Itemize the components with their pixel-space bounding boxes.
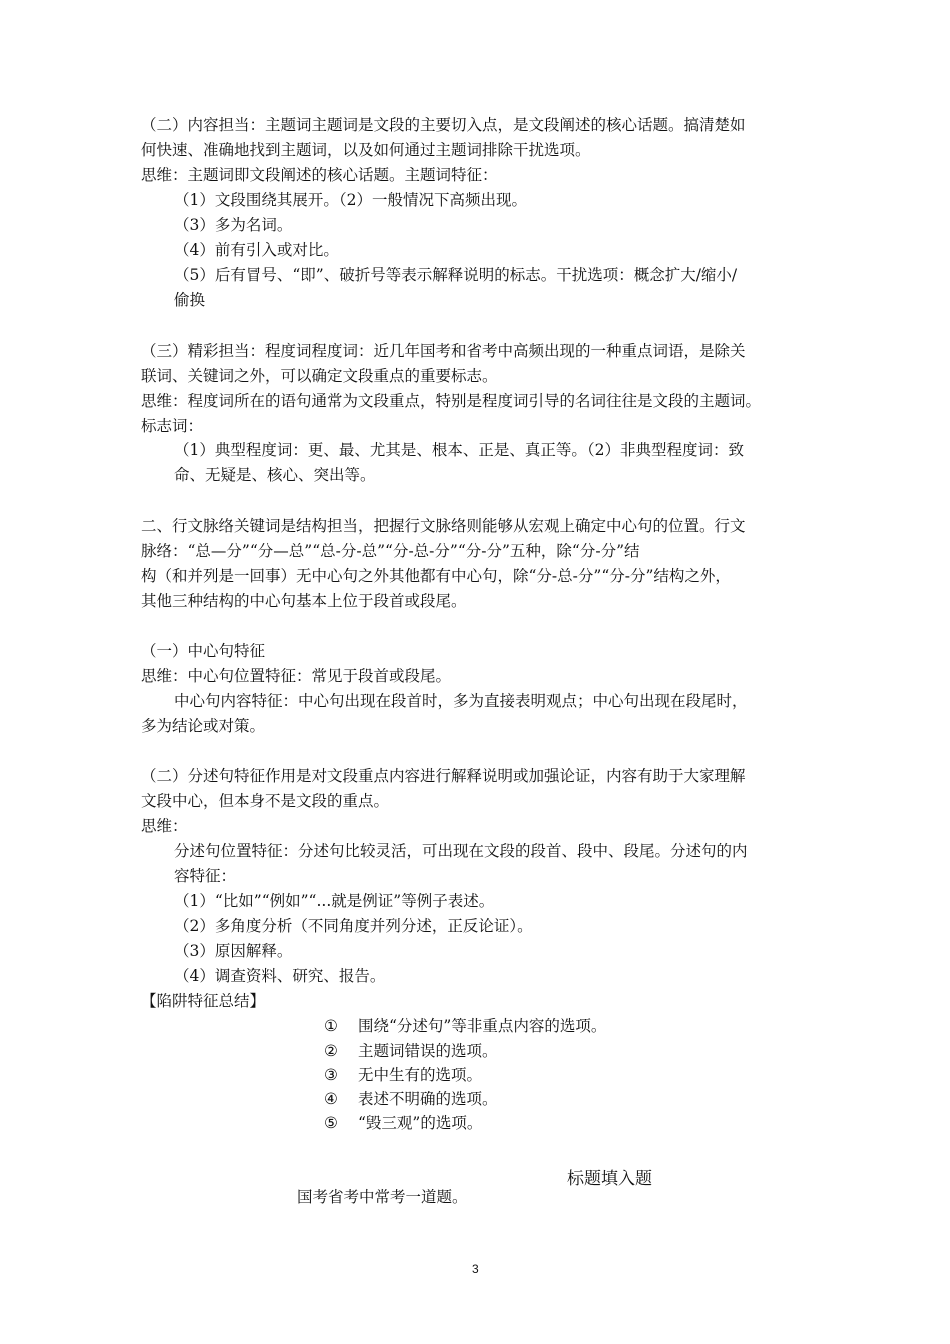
list-item: （1）文段围绕其展开。（2）一般情况下高频出现。 bbox=[174, 191, 527, 209]
list-item: （4）调查资料、研究、报告。 bbox=[174, 967, 386, 985]
paragraph-line: （三）精彩担当：程度词程度词：近几年国考和省考中高频出现的一种重点词语，是除关 bbox=[141, 342, 746, 360]
trap-number: ⑤ bbox=[324, 1114, 338, 1132]
paragraph-line: 构（和并列是一回事）无中心句之外其他都有中心句，除“分-总-分”“分-分”结构之外， bbox=[141, 567, 731, 585]
list-item: （1）典型程度词：更、最、尤其是、根本、正是、真正等。（2）非典型程度词：致 bbox=[174, 441, 744, 459]
paragraph-line: 分述句位置特征：分述句比较灵活，可出现在文段的段首、段中、段尾。分述句的内 bbox=[174, 842, 748, 860]
page-number: 3 bbox=[472, 1262, 479, 1276]
list-item: （3）原因解释。 bbox=[174, 942, 293, 960]
paragraph-line: 思维：主题词即文段阐述的核心话题。主题词特征： bbox=[141, 166, 498, 184]
section-note: 国考省考中常考一道题。 bbox=[297, 1188, 468, 1206]
paragraph-line: 多为结论或对策。 bbox=[141, 717, 266, 735]
trap-item bbox=[324, 1112, 482, 1134]
list-item: （1）“比如”“例如”“...就是例证”等例子表述。 bbox=[174, 892, 495, 910]
trap-text: 主题词错误的选项。 bbox=[358, 1042, 498, 1060]
trap-summary-heading: 【陷阱特征总结】 bbox=[141, 992, 266, 1010]
trap-item bbox=[324, 1015, 606, 1037]
trap-item bbox=[324, 1040, 498, 1062]
trap-text: 表述不明确的选项。 bbox=[358, 1090, 498, 1108]
paragraph-line: 思维：程度词所在的语句通常为文段重点，特别是程度词引导的名词往往是文段的主题词。 bbox=[141, 392, 762, 410]
subheading: （一）中心句特征 bbox=[141, 642, 266, 660]
section-title: 标题填入题 bbox=[567, 1169, 652, 1189]
list-item: 偷换 bbox=[174, 291, 206, 309]
trap-text: 无中生有的选项。 bbox=[358, 1066, 483, 1084]
paragraph-line: 其他三种结构的中心句基本上位于段首或段尾。 bbox=[141, 592, 467, 610]
list-item: （3）多为名词。 bbox=[174, 216, 293, 234]
trap-number: ① bbox=[324, 1017, 338, 1035]
paragraph-line: 何快速、准确地找到主题词，以及如何通过主题词排除干扰选项。 bbox=[141, 141, 591, 159]
trap-number: ③ bbox=[324, 1066, 338, 1084]
paragraph-line: 思维： bbox=[141, 817, 188, 835]
paragraph-line: 标志词： bbox=[141, 417, 204, 435]
list-item: 命、无疑是、核心、突出等。 bbox=[174, 466, 376, 484]
trap-item bbox=[324, 1088, 498, 1110]
list-item: （5）后有冒号、“即”、破折号等表示解释说明的标志。干扰选项：概念扩大/缩小/ bbox=[174, 266, 738, 284]
trap-number: ④ bbox=[324, 1090, 338, 1108]
trap-number: ② bbox=[324, 1042, 338, 1060]
paragraph-line: 容特征： bbox=[174, 867, 237, 885]
list-item: （2）多角度分析（不同角度并列分述，正反论证）。 bbox=[174, 917, 533, 935]
paragraph-line: 二、行文脉络关键词是结构担当，把握行文脉络则能够从宏观上确定中心句的位置。行文 bbox=[141, 517, 746, 535]
paragraph-line: 联词、关键词之外，可以确定文段重点的重要标志。 bbox=[141, 367, 498, 385]
paragraph-line: 脉络：“总—分”“分—总”“总-分-总”“分-总-分”“分-分”五种，除“分-分”结 bbox=[141, 542, 640, 560]
paragraph-line: 思维：中心句位置特征：常见于段首或段尾。 bbox=[141, 667, 452, 685]
trap-item bbox=[324, 1064, 482, 1086]
trap-text: 围绕“分述句”等非重点内容的选项。 bbox=[358, 1017, 607, 1035]
paragraph-line: （二）分述句特征作用是对文段重点内容进行解释说明或加强论证，内容有助于大家理解 bbox=[141, 767, 746, 785]
paragraph-line: （二）内容担当：主题词主题词是文段的主要切入点，是文段阐述的核心话题。搞清楚如 bbox=[141, 116, 746, 134]
trap-text: “毁三观”的选项。 bbox=[358, 1114, 483, 1132]
paragraph-line: 文段中心，但本身不是文段的重点。 bbox=[141, 792, 390, 810]
list-item: （4）前有引入或对比。 bbox=[174, 241, 339, 259]
paragraph-line: 中心句内容特征：中心句出现在段首时，多为直接表明观点；中心句出现在段尾时， bbox=[174, 692, 748, 710]
